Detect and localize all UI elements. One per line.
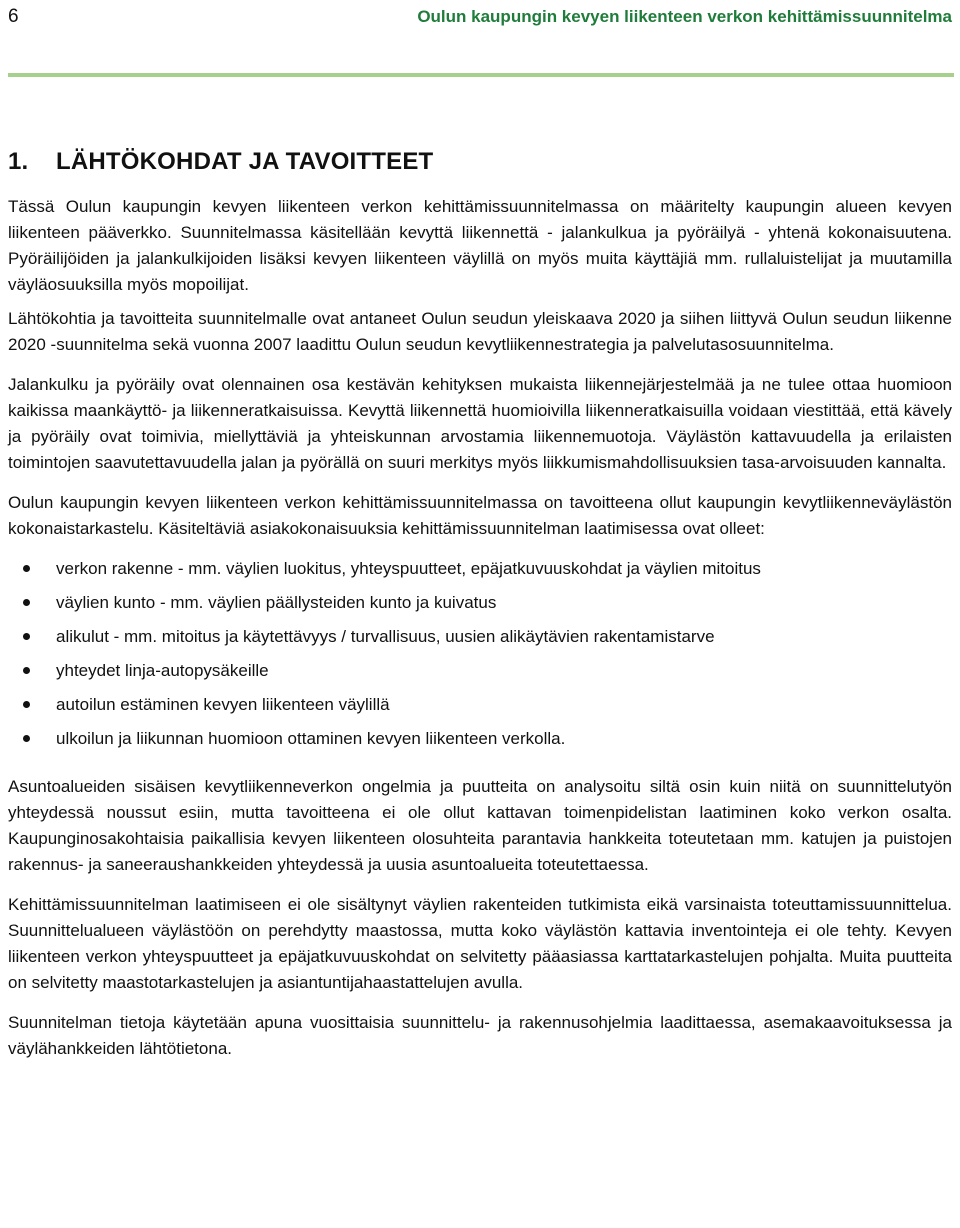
list-item xyxy=(8,590,952,624)
list-item-text: alikulut - mm. mitoitus ja käytettävyys / turvallisuus, uusien alikäytävien rakentamistarve xyxy=(56,627,715,646)
bullet-icon xyxy=(23,599,30,606)
running-title: Oulun kaupungin kevyen liikenteen verkon kehittämissuunnitelma xyxy=(417,7,952,26)
section-heading xyxy=(8,148,952,176)
list-item-text: väylien kunto - mm. väylien päällysteiden kunto ja kuivatus xyxy=(56,593,497,612)
bullet-icon xyxy=(23,667,30,674)
paragraph-sustainability: Jalankulku ja pyöräily ovat olennainen osa kestävän kehityksen mukaista liikennejärjestelmää ja ne tulee ottaa huomioon kaikissa maankäyttö- ja liikenneratkaisuissa. Kevyttä liikennettä huomioivilla liikenneratkaisuilla voidaan viestittää, että kävely ja pyöräily ovat toimivia, miellyttäviä ja yhteiskunnan arvostamia liikennemuotoja. Väylästön kattavuudella ja erilaisten toimintojen saavutettavuudella jalan ja pyörällä on suuri merkitys myös liikkumismahdollisuuksien tasa-arvoisuuden kannalta. xyxy=(8,375,952,472)
topics-list xyxy=(8,556,952,760)
paragraph-usage: Suunnitelman tietoja käytetään apuna vuosittaisia suunnittelu- ja rakennusohjelmia laadittaessa, asemakaavoituksessa ja väylähankkeiden lähtötietona. xyxy=(8,1013,952,1058)
paragraph-intro: Tässä Oulun kaupungin kevyen liikenteen verkon kehittämissuunnitelmassa on määritelty kaupungin alueen kevyen liikenteen pääverkko. Suunnitelmassa käsitellään kevyttä liikennettä - jalankulkua ja pyöräilyä - yhtenä kokonaisuutena. Pyöräilijöiden ja jalankulkijoiden lisäksi kevyen liikenteen väylillä on myös muita käyttäjiä mm. rullaluistelijat ja muutamilla väyläosuuksilla myös mopoilijat. xyxy=(8,197,952,294)
list-item xyxy=(8,658,952,692)
bullet-icon xyxy=(23,735,30,742)
bullet-icon xyxy=(23,565,30,572)
section-number: 1. xyxy=(8,148,29,175)
list-item-text: verkon rakenne - mm. väylien luokitus, yhteyspuutteet, epäjatkuvuuskohdat ja väylien mitoitus xyxy=(56,559,761,578)
paragraph-objectives: Oulun kaupungin kevyen liikenteen verkon kehittämissuunnitelmassa on tavoitteena ollut kaupungin kevytliikenneväylästön kokonaistarkastelu. Käsiteltäviä asiakokonaisuuksia kehittämissuunnitelman laatimisessa ovat olleet: xyxy=(8,493,952,538)
header-rule xyxy=(8,73,954,77)
list-item xyxy=(8,692,952,726)
main-content xyxy=(8,148,952,1076)
list-item xyxy=(8,624,952,658)
paragraph-residential: Asuntoalueiden sisäisen kevytliikenneverkon ongelmia ja puutteita on analysoitu siltä osin kuin niitä on suunnittelutyön yhteydessä noussut esiin, mutta tavoitteena ei ole ollut kattavan toimenpidelistan laatiminen koko verkon osalta. Kaupunginosakohtaisia paikallisia kevyen liikenteen olosuhteita parantavia hankkeita toteutetaan mm. katujen ja puistojen rakennus- ja saneeraushankkeiden yhteydessä ja uusia asuntoalueita toteutettaessa. xyxy=(8,777,952,874)
bullet-icon xyxy=(23,633,30,640)
list-item-text: autoilun estäminen kevyen liikenteen väylillä xyxy=(56,695,390,714)
page-header xyxy=(8,0,952,34)
paragraph-scope: Kehittämissuunnitelman laatimiseen ei ole sisältynyt väylien rakenteiden tutkimista eikä varsinaista toteuttamissuunnittelua. Suunnittelualueen väylästöön on perehdytty maastossa, mutta koko väylästön kattavia inventointeja ei ole tehty. Kevyen liikenteen verkon yhteyspuutteet ja epäjatkuvuuskohdat on selvitetty pääasiassa karttatarkastelujen pohjalta. Muita puutteita on selvitetty maastotarkastelujen ja asiantuntijahaastattelujen avulla. xyxy=(8,895,952,992)
bullet-icon xyxy=(23,701,30,708)
list-item-text: ulkoilun ja liikunnan huomioon ottaminen kevyen liikenteen verkolla. xyxy=(56,729,566,748)
list-item xyxy=(8,726,952,760)
list-item xyxy=(8,556,952,590)
paragraph-background: Lähtökohtia ja tavoitteita suunnitelmalle ovat antaneet Oulun seudun yleiskaava 2020 ja siihen liittyvä Oulun seudun liikenne 2020 -suunnitelma sekä vuonna 2007 laadittu Oulun seudun kevytliikennestrategia ja palvelutasosuunnitelma. xyxy=(8,309,952,354)
page-number: 6 xyxy=(8,6,19,27)
list-item-text: yhteydet linja-autopysäkeille xyxy=(56,661,269,680)
section-title: LÄHTÖKOHDAT JA TAVOITTEET xyxy=(56,148,434,175)
